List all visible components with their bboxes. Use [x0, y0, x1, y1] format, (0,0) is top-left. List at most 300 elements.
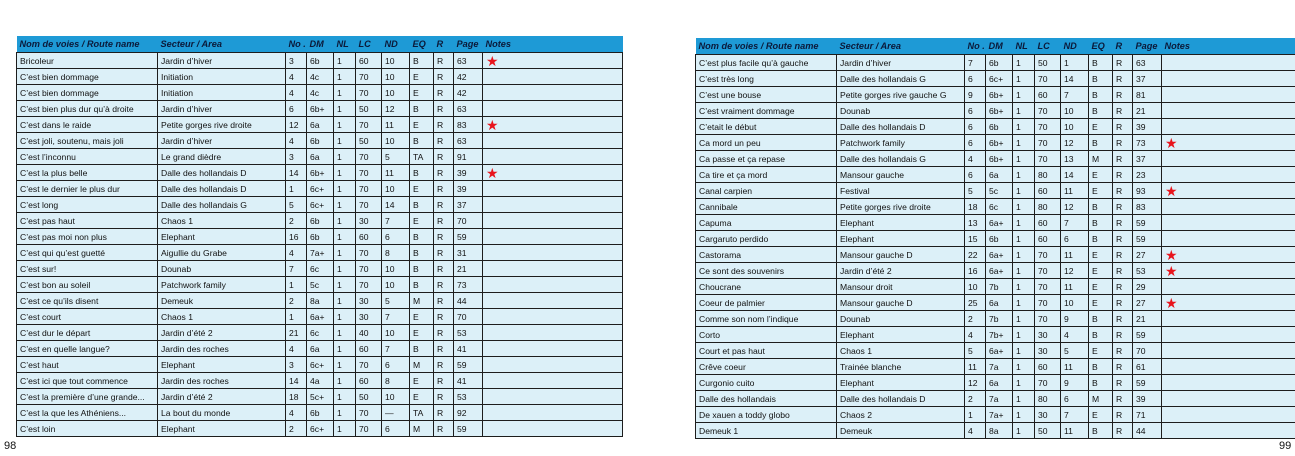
cell-page: 59 [1133, 231, 1162, 247]
cell-area: Jardin d’été 2 [837, 263, 965, 279]
cell-equipment: B [1089, 375, 1113, 391]
table-row [17, 325, 623, 341]
cell-route-name: C’est long [17, 197, 158, 213]
cell-r: R [1113, 71, 1133, 87]
cell-equipment: B [1089, 215, 1113, 231]
cell-pitches: 1 [1013, 407, 1035, 423]
cell-route-name: Ca passe et ça repase [696, 151, 837, 167]
cell-notes [483, 229, 623, 245]
cell-difficulty: 7b [986, 311, 1013, 327]
cell-route-name: C’est la première d’une grande... [17, 389, 158, 405]
cell-number: 6 [286, 101, 307, 117]
cell-difficulty: 7a+ [986, 407, 1013, 423]
cell-r: R [1113, 279, 1133, 295]
cell-pitches: 1 [334, 389, 356, 405]
cell-equipment: M [410, 293, 434, 309]
cell-length: 60 [1035, 183, 1061, 199]
cell-length: 70 [1035, 247, 1061, 263]
cell-number: 21 [286, 325, 307, 341]
cell-notes [483, 101, 623, 117]
cell-page: 59 [1133, 327, 1162, 343]
cell-equipment: E [410, 309, 434, 325]
table-row [696, 183, 1295, 199]
cell-difficulty: 6a+ [986, 263, 1013, 279]
cell-page: 83 [1133, 199, 1162, 215]
cell-number: 1 [286, 277, 307, 293]
cell-bolts: 7 [1061, 215, 1089, 231]
cell-route-name: C’est très long [696, 71, 837, 87]
cell-pitches: 1 [1013, 183, 1035, 199]
cell-equipment: B [1089, 327, 1113, 343]
cell-route-name: C’est l’inconnu [17, 149, 158, 165]
cell-route-name: C’est pas haut [17, 213, 158, 229]
cell-length: 60 [356, 341, 382, 357]
cell-number: 7 [965, 55, 986, 71]
cell-route-name: Ce sont des souvenirs [696, 263, 837, 279]
cell-equipment: B [1089, 71, 1113, 87]
cell-route-name: C’est plus facile qu’à gauche [696, 55, 837, 71]
cell-notes [483, 421, 623, 437]
cell-difficulty: 6c+ [307, 197, 334, 213]
cell-number: 1 [965, 407, 986, 423]
cell-area: Dalle des hollandais D [837, 119, 965, 135]
cell-pitches: 1 [334, 245, 356, 261]
cell-length: 70 [356, 85, 382, 101]
cell-equipment: B [410, 341, 434, 357]
cell-notes [1162, 71, 1295, 87]
cell-r: R [434, 101, 454, 117]
cell-page: 42 [454, 69, 483, 85]
cell-difficulty: 6b+ [986, 151, 1013, 167]
cell-pitches: 1 [334, 85, 356, 101]
cell-notes [483, 149, 623, 165]
cell-area: Petite gorges rive gauche G [837, 87, 965, 103]
cell-notes [483, 293, 623, 309]
cell-pitches: 1 [334, 293, 356, 309]
cell-route-name: C’est bien dommage [17, 85, 158, 101]
cell-notes [1162, 215, 1295, 231]
cell-notes [1162, 247, 1295, 263]
cell-length: 70 [1035, 263, 1061, 279]
cell-notes [483, 373, 623, 389]
cell-notes [1162, 151, 1295, 167]
header-area: Secteur / Area [837, 38, 965, 55]
star-icon: ★ [1165, 183, 1178, 199]
cell-page: 71 [1133, 407, 1162, 423]
table-row [17, 149, 623, 165]
cell-equipment: B [410, 197, 434, 213]
cell-area: Jardin des roches [158, 373, 286, 389]
cell-bolts: 13 [1061, 151, 1089, 167]
cell-number: 2 [965, 391, 986, 407]
cell-pitches: 1 [334, 101, 356, 117]
cell-difficulty: 4c [307, 69, 334, 85]
cell-page: 92 [454, 405, 483, 421]
cell-area: Festival [837, 183, 965, 199]
cell-number: 4 [965, 151, 986, 167]
cell-bolts: 7 [382, 341, 410, 357]
table-row [17, 85, 623, 101]
cell-area: Chaos 1 [158, 309, 286, 325]
cell-page: 39 [454, 181, 483, 197]
cell-equipment: E [410, 325, 434, 341]
cell-pitches: 1 [334, 213, 356, 229]
table-header-row [17, 36, 623, 53]
cell-length: 70 [356, 261, 382, 277]
cell-area: Chaos 1 [837, 343, 965, 359]
table-row [17, 165, 623, 181]
cell-area: Dounab [158, 261, 286, 277]
cell-route-name: C’est une bouse [696, 87, 837, 103]
cell-notes [483, 261, 623, 277]
cell-page: 59 [454, 229, 483, 245]
cell-length: 60 [1035, 231, 1061, 247]
cell-length: 70 [1035, 135, 1061, 151]
cell-bolts: 5 [1061, 343, 1089, 359]
table-row [696, 231, 1295, 247]
cell-length: 60 [356, 229, 382, 245]
cell-r: R [1113, 167, 1133, 183]
cell-notes [483, 117, 623, 133]
cell-pitches: 1 [1013, 311, 1035, 327]
cell-difficulty: 6c+ [986, 71, 1013, 87]
cell-page: 23 [1133, 167, 1162, 183]
cell-equipment: E [1089, 247, 1113, 263]
cell-r: R [1113, 119, 1133, 135]
header-equipment: EQ [1089, 38, 1113, 55]
cell-area: Jardin d’hiver [158, 53, 286, 69]
table-row [17, 53, 623, 69]
cell-r: R [434, 117, 454, 133]
table-row [17, 405, 623, 421]
cell-pitches: 1 [1013, 343, 1035, 359]
cell-bolts: 6 [1061, 391, 1089, 407]
cell-number: 9 [965, 87, 986, 103]
cell-number: 6 [965, 167, 986, 183]
cell-area: Demeuk [837, 423, 965, 439]
cell-equipment: B [1089, 359, 1113, 375]
cell-length: 70 [356, 117, 382, 133]
cell-route-name: C’est court [17, 309, 158, 325]
cell-page: 44 [1133, 423, 1162, 439]
cell-difficulty: 6b+ [986, 87, 1013, 103]
cell-difficulty: 7a [986, 359, 1013, 375]
cell-length: 70 [1035, 311, 1061, 327]
cell-area: Jardin d’hiver [158, 101, 286, 117]
cell-number: 2 [286, 421, 307, 437]
cell-equipment: E [1089, 407, 1113, 423]
cell-r: R [434, 181, 454, 197]
header-notes: Notes [483, 36, 623, 53]
header-bolts: ND [1061, 38, 1089, 55]
cell-equipment: B [1089, 87, 1113, 103]
cell-equipment: TA [410, 405, 434, 421]
cell-r: R [1113, 263, 1133, 279]
cell-number: 4 [286, 85, 307, 101]
cell-route-name: Crêve coeur [696, 359, 837, 375]
cell-number: 12 [286, 117, 307, 133]
cell-notes [483, 325, 623, 341]
cell-page: 53 [454, 325, 483, 341]
cell-number: 14 [286, 373, 307, 389]
table-row [696, 167, 1295, 183]
cell-r: R [434, 245, 454, 261]
cell-equipment: E [1089, 279, 1113, 295]
cell-page: 31 [454, 245, 483, 261]
cell-pitches: 1 [1013, 247, 1035, 263]
cell-notes [1162, 231, 1295, 247]
cell-difficulty: 8a [307, 293, 334, 309]
cell-length: 70 [356, 357, 382, 373]
cell-route-name: C’est bien plus dur qu’à droite [17, 101, 158, 117]
cell-notes [1162, 103, 1295, 119]
cell-bolts: 10 [382, 277, 410, 293]
cell-bolts: 7 [382, 213, 410, 229]
cell-r: R [434, 53, 454, 69]
cell-equipment: B [410, 133, 434, 149]
cell-equipment: M [410, 421, 434, 437]
cell-notes [483, 389, 623, 405]
cell-equipment: TA [410, 149, 434, 165]
cell-page: 29 [1133, 279, 1162, 295]
cell-r: R [1113, 343, 1133, 359]
cell-area: Initiation [158, 69, 286, 85]
cell-length: 70 [356, 69, 382, 85]
cell-route-name: Demeuk 1 [696, 423, 837, 439]
cell-difficulty: 5c [986, 183, 1013, 199]
cell-difficulty: 6c [307, 325, 334, 341]
cell-route-name: Ca mord un peu [696, 135, 837, 151]
cell-route-name: C’est dans le raide [17, 117, 158, 133]
cell-area: Dalle des hollandais D [158, 165, 286, 181]
cell-r: R [434, 85, 454, 101]
cell-notes [483, 405, 623, 421]
cell-bolts: 9 [1061, 375, 1089, 391]
header-bolts: ND [382, 36, 410, 53]
cell-pitches: 1 [1013, 375, 1035, 391]
cell-route-name: C’est vraiment dommage [696, 103, 837, 119]
cell-notes [483, 357, 623, 373]
cell-bolts: 10 [382, 261, 410, 277]
cell-area: Mansour gauche D [837, 295, 965, 311]
cell-area: Petite gorges rive droite [158, 117, 286, 133]
cell-equipment: E [1089, 295, 1113, 311]
cell-difficulty: 6c [986, 199, 1013, 215]
cell-r: R [1113, 391, 1133, 407]
cell-number: 3 [286, 149, 307, 165]
cell-r: R [434, 197, 454, 213]
cell-pitches: 1 [334, 325, 356, 341]
page-number-left: 98 [4, 440, 17, 452]
cell-r: R [1113, 423, 1133, 439]
cell-bolts: 5 [382, 293, 410, 309]
cell-number: 13 [965, 215, 986, 231]
cell-pitches: 1 [334, 357, 356, 373]
cell-r: R [434, 149, 454, 165]
cell-equipment: B [410, 277, 434, 293]
cell-r: R [1113, 407, 1133, 423]
cell-r: R [434, 357, 454, 373]
cell-notes [483, 213, 623, 229]
table-row [696, 71, 1295, 87]
cell-pitches: 1 [334, 117, 356, 133]
cell-difficulty: 8a [986, 423, 1013, 439]
cell-pitches: 1 [334, 53, 356, 69]
table-row [696, 391, 1295, 407]
cell-equipment: B [410, 229, 434, 245]
table-row [17, 101, 623, 117]
cell-route-name: C’est bon au soleil [17, 277, 158, 293]
header-route-name: Nom de voies / Route name [17, 36, 158, 53]
cell-pitches: 1 [334, 133, 356, 149]
cell-page: 59 [1133, 215, 1162, 231]
cell-difficulty: 6b [307, 229, 334, 245]
cell-area: Mansour gauche D [837, 247, 965, 263]
cell-length: 50 [356, 133, 382, 149]
cell-route-name: C’est loin [17, 421, 158, 437]
cell-route-name: C’est en quelle langue? [17, 341, 158, 357]
cell-length: 70 [1035, 71, 1061, 87]
cell-difficulty: 6a+ [986, 215, 1013, 231]
cell-pitches: 1 [1013, 327, 1035, 343]
cell-equipment: B [410, 53, 434, 69]
cell-difficulty: 5c [307, 277, 334, 293]
cell-area: Dalle des hollandais D [837, 391, 965, 407]
cell-pitches: 1 [1013, 151, 1035, 167]
cell-area: Petite gorges rive droite [837, 199, 965, 215]
cell-number: 5 [286, 197, 307, 213]
cell-area: Jardin des roches [158, 341, 286, 357]
cell-length: 30 [356, 293, 382, 309]
table-row [696, 103, 1295, 119]
table-row [17, 261, 623, 277]
cell-difficulty: 6b+ [986, 103, 1013, 119]
cell-bolts: 10 [382, 325, 410, 341]
cell-length: 50 [356, 101, 382, 117]
cell-page: 73 [454, 277, 483, 293]
cell-pitches: 1 [334, 373, 356, 389]
star-icon: ★ [1165, 263, 1178, 279]
cell-page: 63 [454, 53, 483, 69]
table-row [17, 245, 623, 261]
cell-bolts: 11 [1061, 423, 1089, 439]
cell-area: Patchwork family [158, 277, 286, 293]
cell-bolts: 11 [1061, 279, 1089, 295]
cell-number: 2 [286, 293, 307, 309]
cell-bolts: 10 [1061, 119, 1089, 135]
table-row [696, 423, 1295, 439]
cell-length: 30 [1035, 327, 1061, 343]
cell-notes [1162, 55, 1295, 71]
cell-route-name: Canal carpien [696, 183, 837, 199]
cell-bolts: 14 [382, 197, 410, 213]
cell-number: 2 [965, 311, 986, 327]
cell-r: R [1113, 215, 1133, 231]
cell-equipment: E [410, 389, 434, 405]
cell-bolts: 7 [1061, 87, 1089, 103]
cell-pitches: 1 [1013, 231, 1035, 247]
cell-page: 63 [1133, 55, 1162, 71]
cell-bolts: 12 [1061, 263, 1089, 279]
cell-bolts: 6 [1061, 231, 1089, 247]
cell-page: 21 [454, 261, 483, 277]
cell-difficulty: 5c+ [307, 389, 334, 405]
cell-r: R [434, 229, 454, 245]
cell-area: Elephant [837, 215, 965, 231]
cell-r: R [1113, 247, 1133, 263]
table-row [696, 279, 1295, 295]
cell-pitches: 1 [1013, 71, 1035, 87]
table-row [696, 87, 1295, 103]
cell-number: 6 [965, 135, 986, 151]
cell-number: 4 [286, 405, 307, 421]
table-row [17, 421, 623, 437]
cell-route-name: C’est joli, soutenu, mais joli [17, 133, 158, 149]
star-icon: ★ [486, 165, 499, 181]
cell-area: Patchwork family [837, 135, 965, 151]
table-row [17, 309, 623, 325]
cell-route-name: Castorama [696, 247, 837, 263]
table-row [17, 229, 623, 245]
cell-pitches: 1 [334, 405, 356, 421]
cell-equipment: E [410, 85, 434, 101]
table-row [17, 357, 623, 373]
cell-page: 70 [454, 309, 483, 325]
table-row [17, 389, 623, 405]
cell-bolts: 4 [1061, 327, 1089, 343]
cell-difficulty: 6a [986, 167, 1013, 183]
cell-r: R [434, 277, 454, 293]
cell-length: 60 [356, 373, 382, 389]
table-row [696, 295, 1295, 311]
cell-number: 22 [965, 247, 986, 263]
cell-number: 18 [965, 199, 986, 215]
star-icon: ★ [1165, 135, 1178, 151]
cell-length: 80 [1035, 167, 1061, 183]
cell-bolts: 10 [382, 133, 410, 149]
cell-route-name: C’est sur! [17, 261, 158, 277]
header-r: R [1113, 38, 1133, 55]
table-row [17, 133, 623, 149]
cell-route-name: De xauen a toddy globo [696, 407, 837, 423]
header-pitches: NL [1013, 38, 1035, 55]
cell-pitches: 1 [334, 165, 356, 181]
cell-notes [1162, 343, 1295, 359]
cell-notes [1162, 263, 1295, 279]
cell-r: R [1113, 375, 1133, 391]
cell-area: Dalle des hollandais G [837, 151, 965, 167]
cell-pitches: 1 [334, 149, 356, 165]
cell-pitches: 1 [334, 69, 356, 85]
cell-length: 70 [1035, 151, 1061, 167]
cell-area: Elephant [837, 231, 965, 247]
cell-equipment: B [1089, 199, 1113, 215]
cell-notes [1162, 119, 1295, 135]
cell-route-name: C’est la plus belle [17, 165, 158, 181]
cell-route-name: C’est bien dommage [17, 69, 158, 85]
cell-area: Dalle des hollandais G [837, 71, 965, 87]
cell-bolts: 7 [1061, 407, 1089, 423]
cell-difficulty: 6b [307, 53, 334, 69]
header-notes: Notes [1162, 38, 1295, 55]
cell-difficulty: 6b [986, 55, 1013, 71]
cell-r: R [434, 309, 454, 325]
cell-difficulty: 6c+ [307, 181, 334, 197]
cell-notes [483, 181, 623, 197]
cell-area: Le grand dièdre [158, 149, 286, 165]
table-row [696, 343, 1295, 359]
star-icon: ★ [486, 117, 499, 133]
